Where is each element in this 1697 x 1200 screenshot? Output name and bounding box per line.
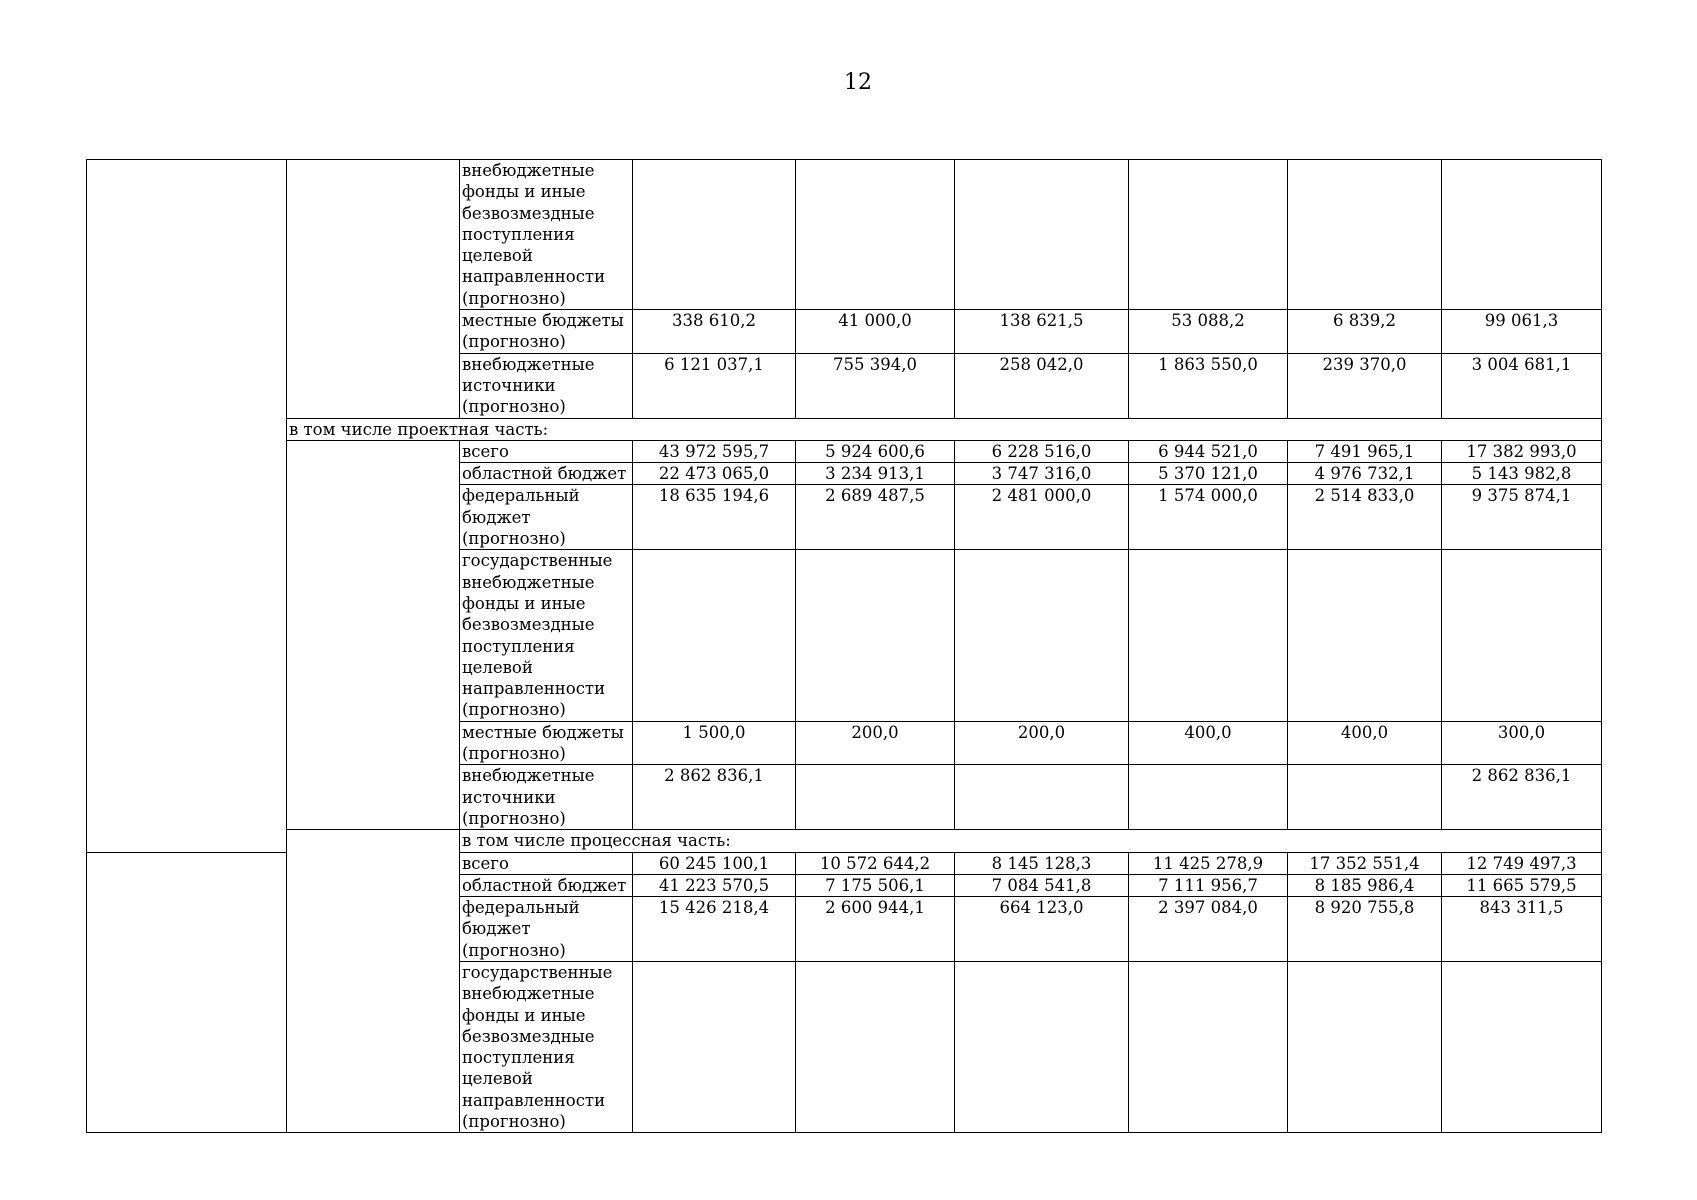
table-row: [87, 160, 1602, 310]
value-cell: 17 382 993,0: [1442, 440, 1602, 462]
value-cell: 5 143 982,8: [1442, 463, 1602, 485]
table-row: [87, 440, 1602, 462]
value-cell: [955, 961, 1129, 1132]
value-cell: 99 061,3: [1442, 310, 1602, 354]
value-cell: 3 234 913,1: [796, 463, 955, 485]
value-cell: 11 425 278,9: [1129, 852, 1288, 874]
value-cell: [1129, 550, 1288, 721]
value-cell: 6 228 516,0: [955, 440, 1129, 462]
value-cell: 1 574 000,0: [1129, 485, 1288, 550]
value-cell: 41 223 570,5: [633, 874, 796, 896]
value-cell: 2 481 000,0: [955, 485, 1129, 550]
value-cell: 8 145 128,3: [955, 852, 1129, 874]
value-cell: [796, 961, 955, 1132]
value-cell: 12 749 497,3: [1442, 852, 1602, 874]
value-cell: 2 689 487,5: [796, 485, 955, 550]
value-cell: 3 004 681,1: [1442, 353, 1602, 418]
sub-column-cell: [87, 852, 287, 1133]
value-cell: [796, 550, 955, 721]
value-cell: [1288, 961, 1442, 1132]
value-cell: [633, 160, 796, 310]
value-cell: 1 863 550,0: [1129, 353, 1288, 418]
value-cell: [796, 765, 955, 830]
value-cell: [1442, 160, 1602, 310]
sub-column-cell: [287, 440, 460, 829]
page-number: 12: [844, 70, 872, 95]
value-cell: 22 473 065,0: [633, 463, 796, 485]
value-cell: 400,0: [1288, 721, 1442, 765]
value-cell: 11 665 579,5: [1442, 874, 1602, 896]
value-cell: 17 352 551,4: [1288, 852, 1442, 874]
program-column-cell: [287, 830, 460, 1133]
value-cell: 338 610,2: [633, 310, 796, 354]
value-cell: 200,0: [955, 721, 1129, 765]
value-cell: [1288, 160, 1442, 310]
funding-source-label: местные бюджеты (прогнозно): [460, 310, 633, 354]
value-cell: 2 397 084,0: [1129, 897, 1288, 962]
value-cell: 41 000,0: [796, 310, 955, 354]
funding-source-label: государственные внебюджетные фонды и иные безвозмездные поступления целевой направленности (прогнозно): [460, 550, 633, 721]
value-cell: 2 514 833,0: [1288, 485, 1442, 550]
value-cell: 10 572 644,2: [796, 852, 955, 874]
value-cell: 7 084 541,8: [955, 874, 1129, 896]
funding-source-label: местные бюджеты (прогнозно): [460, 721, 633, 765]
funding-source-label: внебюджетные фонды и иные безвозмездные поступления целевой направленности (прогнозно): [460, 160, 633, 310]
value-cell: 258 042,0: [955, 353, 1129, 418]
funding-source-label: внебюджетные источники (прогнозно): [460, 765, 633, 830]
value-cell: [1288, 550, 1442, 721]
funding-source-label: областной бюджет: [460, 874, 633, 896]
value-cell: [955, 550, 1129, 721]
value-cell: 2 600 944,1: [796, 897, 955, 962]
value-cell: 400,0: [1129, 721, 1288, 765]
value-cell: 4 976 732,1: [1288, 463, 1442, 485]
value-cell: [633, 961, 796, 1132]
value-cell: 53 088,2: [1129, 310, 1288, 354]
value-cell: 6 839,2: [1288, 310, 1442, 354]
value-cell: [633, 550, 796, 721]
value-cell: [796, 160, 955, 310]
value-cell: 2 862 836,1: [633, 765, 796, 830]
value-cell: [1129, 765, 1288, 830]
value-cell: 7 491 965,1: [1288, 440, 1442, 462]
value-cell: 843 311,5: [1442, 897, 1602, 962]
value-cell: 43 972 595,7: [633, 440, 796, 462]
value-cell: 15 426 218,4: [633, 897, 796, 962]
section-heading-process: в том числе процессная часть:: [460, 830, 1602, 852]
value-cell: 1 500,0: [633, 721, 796, 765]
value-cell: 664 123,0: [955, 897, 1129, 962]
budget-table: [86, 159, 1602, 1133]
value-cell: 239 370,0: [1288, 353, 1442, 418]
funding-source-label: всего: [460, 852, 633, 874]
value-cell: 5 370 121,0: [1129, 463, 1288, 485]
value-cell: [1442, 961, 1602, 1132]
value-cell: 7 175 506,1: [796, 874, 955, 896]
value-cell: 7 111 956,7: [1129, 874, 1288, 896]
value-cell: [1129, 160, 1288, 310]
section-heading-row: [87, 418, 1602, 440]
value-cell: 200,0: [796, 721, 955, 765]
value-cell: [1129, 961, 1288, 1132]
value-cell: 5 924 600,6: [796, 440, 955, 462]
value-cell: 138 621,5: [955, 310, 1129, 354]
funding-source-label: государственные внебюджетные фонды и иные безвозмездные поступления целевой направленности (прогнозно): [460, 961, 633, 1132]
funding-source-label: областной бюджет: [460, 463, 633, 485]
value-cell: 2 862 836,1: [1442, 765, 1602, 830]
sub-column-cell: [287, 160, 460, 419]
funding-source-label: внебюджетные источники (прогнозно): [460, 353, 633, 418]
funding-source-label: федеральный бюджет (прогнозно): [460, 897, 633, 962]
value-cell: 18 635 194,6: [633, 485, 796, 550]
value-cell: 60 245 100,1: [633, 852, 796, 874]
value-cell: 3 747 316,0: [955, 463, 1129, 485]
value-cell: [1288, 765, 1442, 830]
value-cell: 755 394,0: [796, 353, 955, 418]
value-cell: 9 375 874,1: [1442, 485, 1602, 550]
section-heading-row: [87, 830, 1602, 852]
value-cell: 6 121 037,1: [633, 353, 796, 418]
value-cell: 300,0: [1442, 721, 1602, 765]
section-heading-project: в том числе проектная часть:: [287, 418, 1602, 440]
value-cell: [955, 765, 1129, 830]
value-cell: 8 920 755,8: [1288, 897, 1442, 962]
funding-source-label: федеральный бюджет (прогнозно): [460, 485, 633, 550]
value-cell: 6 944 521,0: [1129, 440, 1288, 462]
funding-source-label: всего: [460, 440, 633, 462]
value-cell: [955, 160, 1129, 310]
value-cell: [1442, 550, 1602, 721]
value-cell: 8 185 986,4: [1288, 874, 1442, 896]
program-column-cell: [87, 160, 287, 853]
